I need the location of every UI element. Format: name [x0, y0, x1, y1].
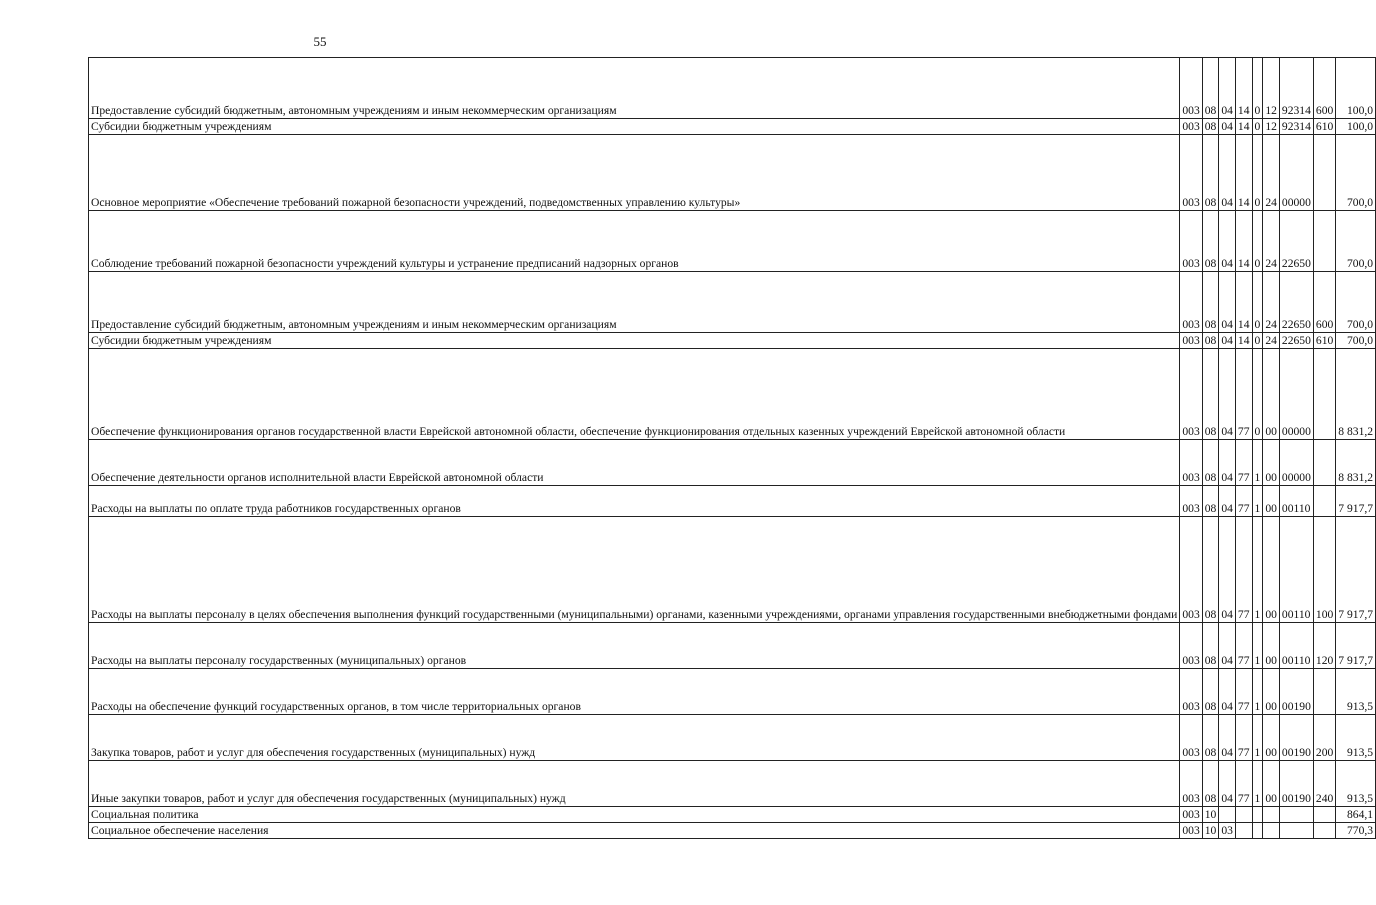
row-direction: 00110 — [1279, 486, 1313, 517]
row-direction: 92314 — [1279, 119, 1313, 135]
table-row — [89, 119, 1376, 135]
row-section: 08 — [1202, 669, 1219, 715]
row-subsection — [1219, 807, 1236, 823]
row-section: 08 — [1202, 349, 1219, 440]
row-amount: 700,0 — [1336, 333, 1376, 349]
row-amount: 8 831,2 — [1336, 440, 1376, 486]
row-direction: 22650 — [1279, 211, 1313, 272]
row-activity: 00 — [1263, 761, 1280, 807]
row-subsection: 04 — [1219, 135, 1236, 211]
row-section: 08 — [1202, 119, 1219, 135]
table-row — [89, 669, 1376, 715]
row-activity — [1263, 823, 1280, 839]
row-amount: 700,0 — [1336, 211, 1376, 272]
page-number: 55 — [313, 34, 327, 49]
row-subsection: 04 — [1219, 211, 1236, 272]
row-name: Иные закупки товаров, работ и услуг для обеспечения государственных (муниципальных) нужд — [89, 761, 1180, 807]
row-activity: 00 — [1263, 669, 1280, 715]
table-row — [89, 807, 1376, 823]
row-ministry-code: 003 — [1180, 486, 1202, 517]
row-subprogram: 0 — [1252, 333, 1263, 349]
row-expense-type — [1313, 211, 1335, 272]
row-activity: 24 — [1263, 272, 1280, 333]
row-amount: 864,1 — [1336, 807, 1376, 823]
row-section: 10 — [1202, 807, 1219, 823]
row-program: 14 — [1235, 333, 1252, 349]
row-program: 14 — [1235, 211, 1252, 272]
row-subsection: 04 — [1219, 272, 1236, 333]
row-ministry-code: 003 — [1180, 135, 1202, 211]
row-subsection: 04 — [1219, 58, 1236, 119]
row-subprogram: 1 — [1252, 669, 1263, 715]
row-name: Расходы на выплаты персоналу в целях обеспечения выполнения функций государственными (муниципальными) органами, казенными учреждениями, органами управления государственными внебюджетными фондами — [89, 517, 1180, 623]
row-subprogram — [1252, 823, 1263, 839]
row-program: 77 — [1235, 761, 1252, 807]
row-ministry-code: 003 — [1180, 761, 1202, 807]
table-row — [89, 349, 1376, 440]
row-name: Закупка товаров, работ и услуг для обеспечения государственных (муниципальных) нужд — [89, 715, 1180, 761]
row-subprogram: 0 — [1252, 349, 1263, 440]
table-row — [89, 272, 1376, 333]
row-direction: 00000 — [1279, 440, 1313, 486]
row-section: 08 — [1202, 58, 1219, 119]
row-amount: 100,0 — [1336, 58, 1376, 119]
budget-table — [88, 57, 1376, 839]
row-name: Расходы на обеспечение функций государственных органов, в том числе территориальных органов — [89, 669, 1180, 715]
row-activity: 00 — [1263, 517, 1280, 623]
row-name: Обеспечение функционирования органов государственной власти Еврейской автономной области, обеспечение функционирования отдельных казенных учреждений Еврейской автономной области — [89, 349, 1180, 440]
row-expense-type: 610 — [1313, 119, 1335, 135]
row-direction — [1279, 823, 1313, 839]
row-activity: 00 — [1263, 715, 1280, 761]
row-activity: 24 — [1263, 333, 1280, 349]
row-name: Субсидии бюджетным учреждениям — [89, 119, 1180, 135]
row-direction: 00190 — [1279, 761, 1313, 807]
table-row — [89, 333, 1376, 349]
row-section: 08 — [1202, 623, 1219, 669]
row-subprogram: 0 — [1252, 135, 1263, 211]
row-subsection: 04 — [1219, 333, 1236, 349]
row-amount: 7 917,7 — [1336, 486, 1376, 517]
table-row — [89, 823, 1376, 839]
row-expense-type: 100 — [1313, 517, 1335, 623]
row-ministry-code: 003 — [1180, 807, 1202, 823]
row-subsection: 04 — [1219, 119, 1236, 135]
row-expense-type — [1313, 669, 1335, 715]
row-expense-type — [1313, 135, 1335, 211]
row-section: 08 — [1202, 272, 1219, 333]
table-row — [89, 486, 1376, 517]
row-subprogram: 1 — [1252, 623, 1263, 669]
row-name: Соблюдение требований пожарной безопасности учреждений культуры и устранение предписаний надзорных органов — [89, 211, 1180, 272]
row-ministry-code: 003 — [1180, 211, 1202, 272]
row-program: 77 — [1235, 349, 1252, 440]
row-direction: 00000 — [1279, 135, 1313, 211]
row-expense-type: 600 — [1313, 272, 1335, 333]
row-amount: 913,5 — [1336, 761, 1376, 807]
row-ministry-code: 003 — [1180, 349, 1202, 440]
row-amount: 7 917,7 — [1336, 623, 1376, 669]
row-amount: 913,5 — [1336, 669, 1376, 715]
table-row — [89, 58, 1376, 119]
row-direction: 22650 — [1279, 272, 1313, 333]
table-row — [89, 135, 1376, 211]
row-subprogram: 0 — [1252, 58, 1263, 119]
table-row — [89, 517, 1376, 623]
row-subprogram: 1 — [1252, 715, 1263, 761]
row-expense-type: 610 — [1313, 333, 1335, 349]
row-subprogram: 1 — [1252, 440, 1263, 486]
row-subsection: 04 — [1219, 669, 1236, 715]
row-amount: 7 917,7 — [1336, 517, 1376, 623]
row-program: 14 — [1235, 58, 1252, 119]
row-section: 08 — [1202, 211, 1219, 272]
row-activity: 00 — [1263, 623, 1280, 669]
row-expense-type — [1313, 486, 1335, 517]
row-activity: 24 — [1263, 211, 1280, 272]
row-activity — [1263, 807, 1280, 823]
row-activity: 24 — [1263, 135, 1280, 211]
row-subsection: 04 — [1219, 761, 1236, 807]
row-direction: 22650 — [1279, 333, 1313, 349]
row-subsection: 04 — [1219, 517, 1236, 623]
row-subsection: 04 — [1219, 623, 1236, 669]
row-subsection: 04 — [1219, 440, 1236, 486]
row-subprogram: 0 — [1252, 119, 1263, 135]
row-direction: 00110 — [1279, 623, 1313, 669]
row-program: 77 — [1235, 486, 1252, 517]
row-ministry-code: 003 — [1180, 715, 1202, 761]
row-ministry-code: 003 — [1180, 333, 1202, 349]
row-amount: 700,0 — [1336, 135, 1376, 211]
table-row — [89, 761, 1376, 807]
table-row — [89, 623, 1376, 669]
row-activity: 00 — [1263, 349, 1280, 440]
row-expense-type: 120 — [1313, 623, 1335, 669]
row-ministry-code: 003 — [1180, 440, 1202, 486]
row-name: Предоставление субсидий бюджетным, автономным учреждениям и иным некоммерческим организациям — [89, 58, 1180, 119]
row-program: 77 — [1235, 517, 1252, 623]
row-ministry-code: 003 — [1180, 669, 1202, 715]
row-direction: 00190 — [1279, 715, 1313, 761]
row-subprogram: 1 — [1252, 517, 1263, 623]
row-program: 14 — [1235, 272, 1252, 333]
row-program: 77 — [1235, 669, 1252, 715]
row-expense-type — [1313, 349, 1335, 440]
row-direction — [1279, 807, 1313, 823]
row-expense-type: 200 — [1313, 715, 1335, 761]
row-expense-type: 600 — [1313, 58, 1335, 119]
row-amount: 8 831,2 — [1336, 349, 1376, 440]
row-amount: 770,3 — [1336, 823, 1376, 839]
row-program: 14 — [1235, 135, 1252, 211]
row-subsection: 04 — [1219, 715, 1236, 761]
row-name: Социальное обеспечение населения — [89, 823, 1180, 839]
row-direction: 00000 — [1279, 349, 1313, 440]
row-expense-type: 240 — [1313, 761, 1335, 807]
row-program: 77 — [1235, 440, 1252, 486]
row-subprogram: 1 — [1252, 761, 1263, 807]
row-section: 08 — [1202, 486, 1219, 517]
row-direction: 00110 — [1279, 517, 1313, 623]
row-ministry-code: 003 — [1180, 823, 1202, 839]
table-row — [89, 440, 1376, 486]
row-section: 10 — [1202, 823, 1219, 839]
row-name: Расходы на выплаты персоналу государственных (муниципальных) органов — [89, 623, 1180, 669]
row-expense-type — [1313, 823, 1335, 839]
row-expense-type — [1313, 807, 1335, 823]
row-activity: 12 — [1263, 58, 1280, 119]
row-subprogram: 1 — [1252, 486, 1263, 517]
row-direction: 00190 — [1279, 669, 1313, 715]
row-program: 77 — [1235, 623, 1252, 669]
row-section: 08 — [1202, 715, 1219, 761]
row-expense-type — [1313, 440, 1335, 486]
table-row — [89, 715, 1376, 761]
row-subprogram: 0 — [1252, 211, 1263, 272]
row-section: 08 — [1202, 135, 1219, 211]
row-section: 08 — [1202, 440, 1219, 486]
row-program — [1235, 807, 1252, 823]
row-amount: 700,0 — [1336, 272, 1376, 333]
row-name: Субсидии бюджетным учреждениям — [89, 333, 1180, 349]
row-section: 08 — [1202, 761, 1219, 807]
row-subprogram: 0 — [1252, 272, 1263, 333]
row-ministry-code: 003 — [1180, 119, 1202, 135]
row-program — [1235, 823, 1252, 839]
row-name: Расходы на выплаты по оплате труда работников государственных органов — [89, 486, 1180, 517]
row-ministry-code: 003 — [1180, 623, 1202, 669]
row-name: Социальная политика — [89, 807, 1180, 823]
row-section: 08 — [1202, 517, 1219, 623]
row-amount: 913,5 — [1336, 715, 1376, 761]
row-program: 77 — [1235, 715, 1252, 761]
row-subsection: 04 — [1219, 486, 1236, 517]
table-body — [89, 58, 1376, 839]
row-activity: 00 — [1263, 440, 1280, 486]
table-row — [89, 211, 1376, 272]
row-subprogram — [1252, 807, 1263, 823]
row-section: 08 — [1202, 333, 1219, 349]
row-activity: 00 — [1263, 486, 1280, 517]
row-amount: 100,0 — [1336, 119, 1376, 135]
row-name: Обеспечение деятельности органов исполнительной власти Еврейской автономной области — [89, 440, 1180, 486]
row-ministry-code: 003 — [1180, 517, 1202, 623]
row-name: Предоставление субсидий бюджетным, автономным учреждениям и иным некоммерческим организациям — [89, 272, 1180, 333]
row-subsection: 04 — [1219, 349, 1236, 440]
row-direction: 92314 — [1279, 58, 1313, 119]
row-program: 14 — [1235, 119, 1252, 135]
row-ministry-code: 003 — [1180, 58, 1202, 119]
row-ministry-code: 003 — [1180, 272, 1202, 333]
row-activity: 12 — [1263, 119, 1280, 135]
row-name: Основное мероприятие «Обеспечение требований пожарной безопасности учреждений, подведомственных управлению культуры» — [89, 135, 1180, 211]
row-subsection: 03 — [1219, 823, 1236, 839]
